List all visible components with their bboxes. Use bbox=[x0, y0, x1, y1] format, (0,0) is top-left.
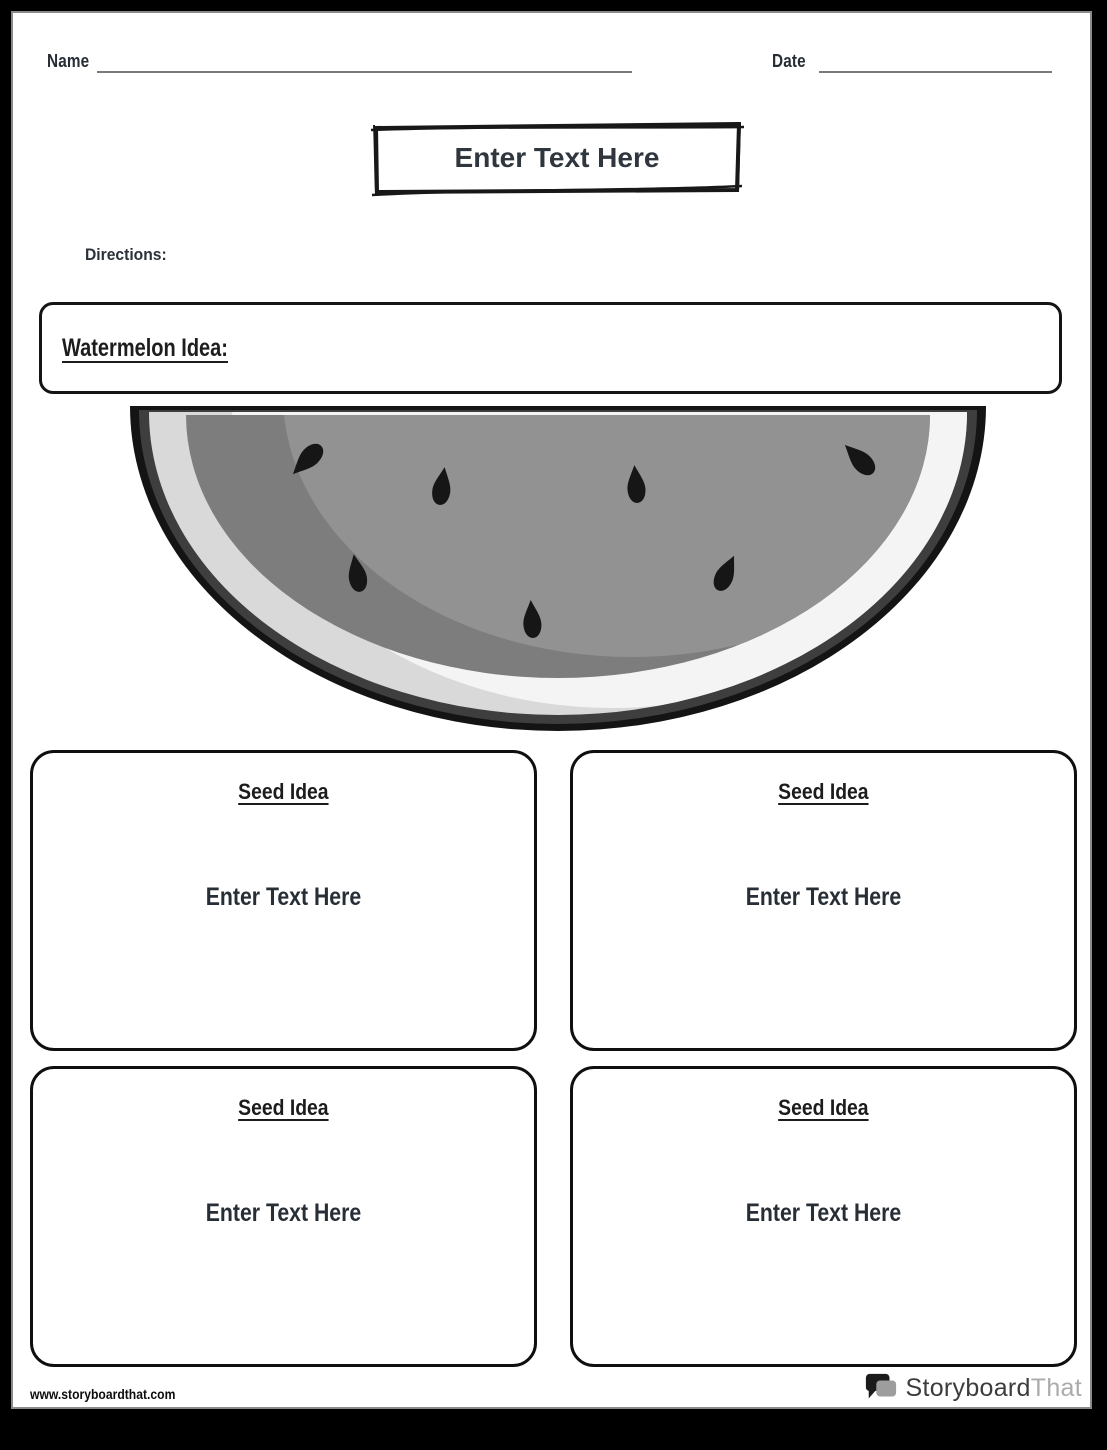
worksheet-title-text[interactable]: Enter Text Here bbox=[454, 142, 660, 173]
seed-idea-text[interactable]: Enter Text Here bbox=[205, 1199, 362, 1227]
seed-idea-text[interactable]: Enter Text Here bbox=[205, 883, 362, 911]
seed-idea-text[interactable]: Enter Text Here bbox=[745, 883, 902, 911]
seed-idea-title: Seed Idea bbox=[778, 779, 869, 804]
watermelon-idea-box[interactable] bbox=[39, 302, 1062, 394]
storyboardthat-logo bbox=[864, 1369, 1082, 1407]
date-label: Date bbox=[772, 51, 806, 71]
footer-url: www.storyboardthat.com bbox=[30, 1387, 176, 1402]
watermelon-illustration bbox=[112, 400, 992, 740]
logo-text-that: That bbox=[1030, 1373, 1082, 1402]
date-line[interactable] bbox=[819, 71, 1052, 73]
seed-idea-text[interactable]: Enter Text Here bbox=[745, 1199, 902, 1227]
seed-idea-title: Seed Idea bbox=[238, 1095, 329, 1120]
directions-label: Directions: bbox=[85, 245, 167, 264]
watermelon-idea-label: Watermelon Idea: bbox=[62, 333, 228, 362]
name-line[interactable] bbox=[97, 71, 632, 73]
worksheet-page bbox=[11, 11, 1092, 1409]
speech-bubbles-icon bbox=[864, 1371, 898, 1405]
seed-idea-title: Seed Idea bbox=[238, 779, 329, 804]
seed-idea-box-3[interactable] bbox=[30, 1066, 537, 1367]
title-box[interactable] bbox=[367, 117, 747, 199]
name-label: Name bbox=[47, 51, 90, 71]
logo-text-storyboard: Storyboard bbox=[905, 1373, 1031, 1402]
seed-idea-box-1[interactable] bbox=[30, 750, 537, 1051]
seed-idea-title: Seed Idea bbox=[778, 1095, 869, 1120]
seed-idea-box-2[interactable] bbox=[570, 750, 1077, 1051]
logo-text bbox=[905, 1374, 1082, 1403]
seed-idea-box-4[interactable] bbox=[570, 1066, 1077, 1367]
